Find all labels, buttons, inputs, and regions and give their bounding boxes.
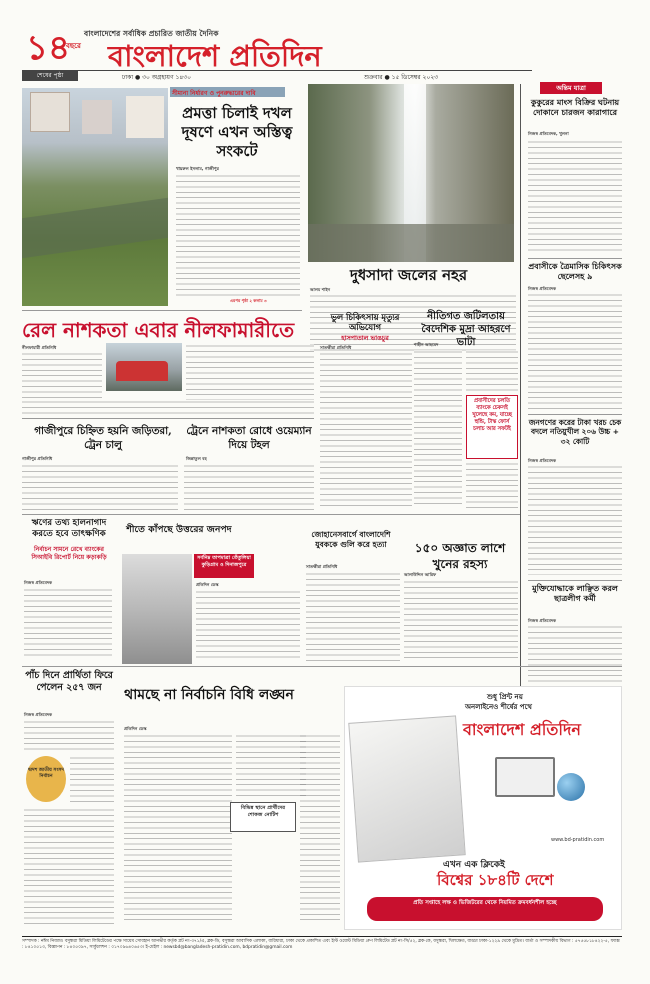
cold-headline: শীতে কাঁপছে উত্তরের জনপদ [126, 524, 232, 535]
promo-ad [344, 686, 622, 930]
promo-laptop-image [495, 757, 555, 797]
cold-subhead: সর্বনিম্ন তাপমাত্রা তেঁতুলিয়া কুড়িগ্রাম ও দিনাজপুরে [197, 555, 251, 568]
remittance-body-2 [466, 350, 518, 392]
rail-body-left [22, 352, 102, 398]
sidebar-kicker [540, 82, 602, 94]
promo-tag-bottom: অনলাইনেও শীর্ষের পথে [465, 703, 532, 711]
candidates-body-1 [24, 720, 114, 752]
promo-url: www.bd-pratidin.com [551, 837, 605, 843]
promo-globe-icon [557, 773, 585, 801]
sidebar-kicker-text: অন্তিম যাত্রা [556, 84, 586, 92]
election-body-2 [236, 734, 306, 798]
river-photo [22, 88, 168, 306]
cold-byline: প্রতিদিন ডেস্ক [196, 582, 219, 587]
candidates-byline: নিজস্ব প্রতিবেদক [24, 712, 53, 717]
tongi-headline: ট্রেনে নাশকতা রোধে ওয়েম্যান দিয়ে টহল [186, 425, 312, 451]
loan-headline: ঋণের তথ্য হালনাগাদ করতে হবে তাৎক্ষণিক [31, 518, 107, 539]
promo-footer-text: প্রতি সপ্তাহে লক্ষ ও ভিজিটরের থেকে নিয়মিত ক্রমবর্ধনশীল হচ্ছে [413, 900, 557, 906]
rail-body-bottom [22, 400, 314, 414]
sidebar-story-2-body [528, 293, 622, 409]
rail-body-right [186, 344, 314, 400]
gazipur-body [22, 464, 178, 510]
remittance-body-1 [414, 350, 462, 508]
tongi-byline: জিন্নাতুল বহ [186, 456, 207, 461]
promo-cta-main: বিশ্বের ১৮৪টি দেশে [437, 871, 554, 889]
rail-photo [106, 343, 182, 391]
election-headline: থামছে না নির্বাচনি বিধি লঙ্ঘন [124, 687, 294, 703]
johannesburg-headline: জোহানেসবার্গে বাংলাদেশি যুবককে গুলি করে হত্যা [311, 530, 391, 549]
imprint: সম্পাদক : নঈম নিজাম। বসুন্ধরা মিডিয়া লিমিটেডের পক্ষে সায়েম সোবহান আনভীর কর্তৃক প্লট নং-৩৭১/এ, ব্লক-ডি, বসুন্ধরা আবাসিক এলাকা, বারিধারা, ঢাকা থেকে প্রকাশিত এবং ইস্ট ওয়েস্ট মিডিয়া গ্রুপ লিমিটেড প্লট নং-সি/৫২, ব্লক-কে, বসুন্ধরা, খিলক্ষেত, বাড্ডা ঢাকা-১২২৯ থেকে মুদ্রিত। বার্তা ও সম্পাদকীয় বিভাগ : ৫৭৫৫৮১৮৪২২-৫, ফ্যাক্স : ৮৪১০৫১৩, বিজ্ঞাপন : ৮৪০৫০৯৭, সার্কুলেশন : ০১৭০৯৬৪০৬৫৩। ই-মেইল : newsbd@bangladesh-pratidin.com, bdpratidin@gmail.com [22, 939, 620, 950]
masthead [22, 12, 532, 72]
sidebar-story-3-body [528, 465, 622, 575]
candidates-body-3 [24, 808, 114, 928]
anniversary-word: বছরে [66, 42, 81, 50]
loan-byline: নিজস্ব প্রতিবেদক [24, 580, 53, 585]
remittance-pullquote [466, 395, 518, 459]
promo-tag-top: শুধু প্রিন্ট নয় [487, 693, 523, 701]
loan-body [24, 588, 112, 660]
waterfall-byline: আলম শাইন [310, 287, 331, 292]
remittance-body-3 [466, 462, 518, 508]
election-inset-text: বিভিন্ন স্থানে প্রার্থীদের শোকজ নোটিশ [240, 805, 286, 818]
candidates-poster [26, 756, 66, 802]
dateline-bar [22, 70, 532, 81]
election-inset [230, 802, 296, 832]
dateline-date: ঢাকা ● ৩০ অগ্রহায়ণ ১৪৩০ [122, 74, 192, 81]
sidebar-story-2-headline: প্রবাসীকে ত্রৈমাসিক চিকিৎসক ছেলেসহ ৯ [528, 262, 622, 281]
river-continued: এরপর পৃষ্ঠা ২ কলাম ৩ [230, 298, 267, 303]
johannesburg-byline: সাতক্ষীরা প্রতিনিধি [306, 564, 338, 569]
anniversary-badge [22, 26, 86, 68]
bodies-headline: ১৫০ অজ্ঞাত লাশে খুনের রহস্য [414, 541, 506, 571]
sidebar-story-1-byline: নিজস্ব প্রতিবেদক, খুলনা [528, 131, 569, 136]
candidates-body-2 [70, 756, 114, 806]
treatment-body [320, 352, 412, 508]
sidebar-story-4-byline: নিজস্ব প্রতিবেদক [528, 618, 557, 623]
sidebar-story-1-headline: কুকুরের মাংস বিক্রির ঘটনায় দোকানে চারজন কারাগারে [530, 98, 620, 117]
rail-headline: রেল নাশকতা এবার নীলফামারীতে [22, 318, 295, 342]
sidebar-story-4-body [528, 625, 622, 691]
treatment-subhead: হাসপাতাল ভাঙচুর [341, 334, 389, 342]
sidebar-story-1-body [528, 140, 622, 252]
sidebar-story-3-byline: নিজস্ব প্রতিবেদক [528, 458, 557, 463]
tagline: বাংলাদেশের সর্বাধিক প্রচারিত জাতীয় দৈনিক [84, 29, 219, 38]
promo-footer-band [367, 897, 603, 921]
newspaper-title: বাংলাদেশ প্রতিদিন [108, 39, 322, 73]
river-byline: খায়রুল ইসলাম, গাজীপুর [176, 166, 219, 171]
candidates-poster-label: দ্বাদশ জাতীয় সংসদ নির্বাচন [28, 768, 64, 779]
election-byline: প্রতিদিন ডেস্ক [124, 726, 147, 731]
rail-byline: নীলফামারী প্রতিনিধি [22, 345, 57, 350]
treatment-headline: ভুল চিকিৎসায় মৃত্যুর অভিযোগ [330, 312, 400, 332]
river-headline: প্রমত্তা চিলাই দখল দূষণে এখন অস্তিত্ব সংকটে [181, 104, 293, 160]
promo-brand: বাংলাদেশ প্রতিদিন [463, 720, 581, 739]
bodies-body [404, 580, 518, 662]
back-page-label: শেষের পৃষ্ঠা [22, 71, 78, 81]
promo-newspaper-image [348, 715, 466, 862]
dateline-day: শুক্রবার ● ১৫ ডিসেম্বর ২০২৩ [364, 74, 439, 81]
river-kicker-text: সীমানা নির্ধারণ ও পুনরুদ্ধারের দাবি [172, 90, 256, 97]
loan-subhead: নির্বাচন সামনে রেখে ব্যাংকের সিআইবি রিপোর্ট নিয়ে কড়াকড়ি [31, 546, 107, 561]
cold-subhead-box [194, 554, 254, 578]
promo-cta-top: এখন এক ক্লিকেই [443, 860, 505, 870]
election-body-3 [300, 734, 340, 924]
river-body [176, 174, 300, 296]
gazipur-headline: গাজীপুরে চিহ্নিত হয়নি জড়িতরা, ট্রেন চালু [34, 425, 172, 451]
election-body-1 [124, 734, 232, 924]
bodies-byline: আলাউদ্দিন আরিফ [404, 572, 437, 577]
remittance-pullquote-text: প্রবাসীদের চলতি ব্যাংকে চেকসই খুলেছে কম, যাচ্ছে হুন্ডি, টাস্ক ফোর্স চলাচ আর সফটই [472, 398, 512, 432]
gazipur-byline: গাজীপুর প্রতিনিধি [22, 456, 53, 461]
treatment-byline: সাতক্ষীরা প্রতিনিধি [320, 345, 352, 350]
tongi-body [184, 464, 314, 510]
sidebar-story-2-byline: নিজস্ব প্রতিবেদক [528, 286, 557, 291]
remittance-headline: নীতিগত জটিলতায় বৈদেশিক মুদ্রা আহরণে ভাটা [421, 311, 511, 348]
cold-photo [122, 554, 192, 664]
anniversary-number: ১৪ [26, 28, 71, 68]
cold-body [196, 590, 300, 662]
remittance-byline: শাহীন আহমেদ [414, 342, 439, 347]
waterfall-headline: দুধসাদা জলের নহর [350, 266, 468, 284]
waterfall-photo [308, 84, 514, 262]
sidebar-story-4-headline: মুক্তিযোদ্ধাকে লাঞ্ছিত করল ছাত্রলীগ কর্মী [532, 584, 618, 603]
candidates-headline: পাঁচ দিনে প্রার্থিতা ফিরে পেলেন ২৫৭ জন [25, 670, 113, 693]
johannesburg-body [306, 572, 400, 662]
sidebar-story-3-headline: জনগণের করের টাকা খরচ চেক বদলে নতিয়ুখীল ২০৬ উচ্চ + ৩২ কোটি [528, 418, 622, 446]
